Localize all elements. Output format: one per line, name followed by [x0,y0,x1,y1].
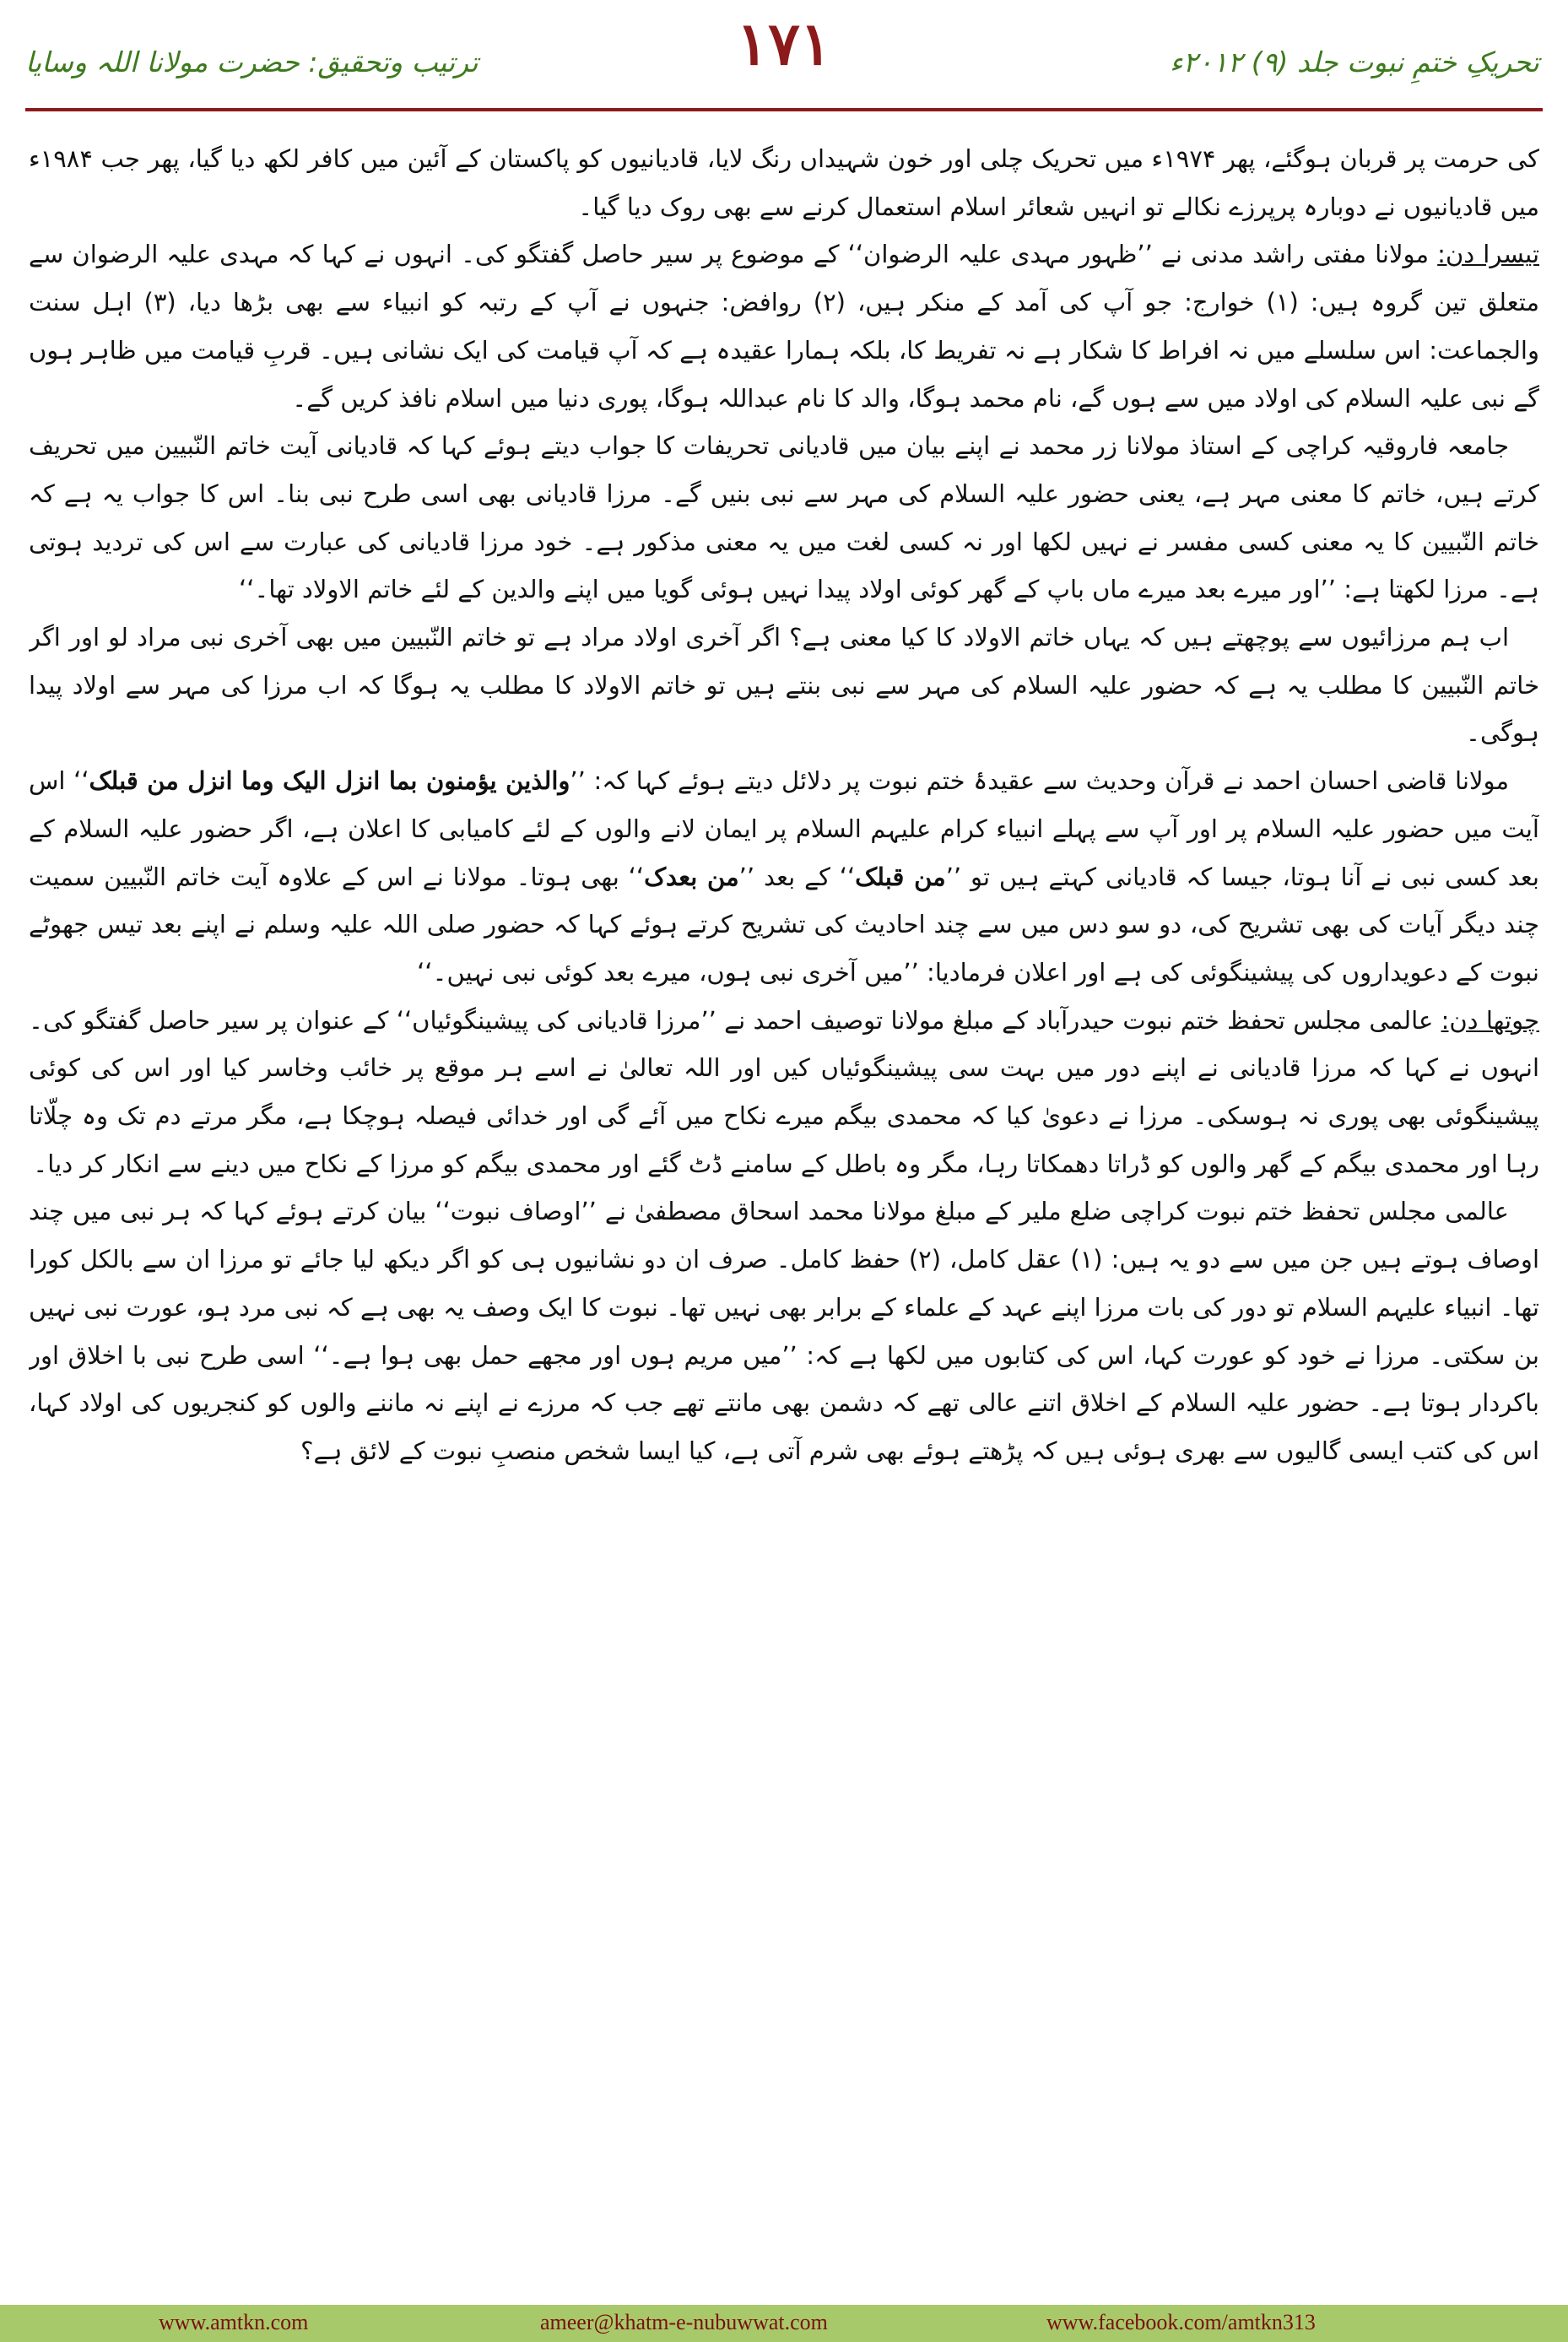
paragraph-6 [29,997,1539,1188]
paragraph-5 [29,757,1539,997]
paragraph-2-text: مولانا مفتی راشد مدنی نے ’’ظہور مہدی علیہ الرضوان‘‘ کے موضوع پر سیر حاصل گفتگو کی۔ انہوں نے کہا کہ مہدی علیہ الرضوان سے متعلق تین گروہ ہیں: (۱) خوارج: جو آپ کی آمد کے منکر ہیں، (۲) روافض: جنہوں نے آپ کے رتبہ کو انبیاء سے بھی بڑھا دیا، (۳) اہل سنت والجماعت: اس سلسلے میں نہ افراط کا شکار ہے نہ تفریط کا، بلکہ ہمارا عقیدہ ہے کہ آپ قیامت کی ایک نشانی ہیں۔ قربِ قیامت میں ظاہر ہوں گے نبی علیہ السلام کی اولاد میں سے ہوں گے، نام محمد ہوگا، والد کا نام عبداللہ ہوگا، پوری دنیا میں اسلام نافذ کریں گے۔ [29,240,1539,413]
day-three-label: تیسرا دن: [1437,240,1539,269]
paragraph-3: جامعہ فاروقیہ کراچی کے استاذ مولانا زر محمد نے اپنے بیان میں قادیانی تحریفات کا جواب دیتے ہوئے کہا کہ قادیانی آیت خاتم النّبیین میں تحریف کرتے ہیں، خاتم کا معنی مہر ہے، یعنی حضور علیہ السلام کی مہر سے نبی بنیں گے۔ مرزا قادیانی بھی اسی طرح نبی بنا۔ اس کا جواب یہ ہے کہ خاتم النّبیین کا یہ معنی کسی مفسر نے نہیں لکھا اور نہ کسی لغت میں یہ معنی مذکور ہے۔ خود مرزا قادیانی کی عبارت سے اس کی تردید ہوتی ہے۔ مرزا لکھتا ہے: ’’اور میرے بعد میرے ماں باپ کے گھر کوئی اولاد پیدا نہیں ہوئی گویا میں اپنے والدین کے لئے خاتم الاولاد تھا۔‘‘ [29,431,1539,604]
quran-quote-2: من قبلک [855,862,946,891]
paragraph-2 [29,230,1539,422]
paragraph-5-part-d: ‘‘ بھی ہوتا۔ مولانا نے اس کے علاوہ آیت خاتم النّبیین سمیت چند دیگر آیات کی بھی تشریح کی، دو سو دس میں سے چند احادیث کی تشریح کرتے ہوئے کہا کہ حضور صلی اللہ علیہ وسلم نے اپنے بعد تیس جھوٹے نبوت کے دعویداروں کی پیشینگوئی کی ہے اور اعلان فرمادیا: ’’میں آخری نبی ہوں، میرے بعد کوئی نبی نہیں۔‘‘ [29,862,1539,987]
paragraph-7: عالمی مجلس تحفظ ختم نبوت کراچی ضلع ملیر کے مبلغ مولانا محمد اسحاق مصطفیٰ نے ’’اوصاف نبوت‘‘ بیان کرتے ہوئے کہا کہ ہر نبی میں چند اوصاف ہوتے ہیں جن میں سے دو یہ ہیں: (۱) عقل کامل، (۲) حفظ کامل۔ صرف ان دو نشانیوں ہی کو اگر دیکھ لیا جائے تو مرزا ان سے بالکل کورا تھا۔ انبیاء علیہم السلام تو دور کی بات مرزا اپنے عہد کے علماء کے برابر بھی نہیں تھا۔ نبوت کا ایک وصف یہ بھی ہے کہ نبی مرد ہو، عورت نبی نہیں بن سکتی۔ مرزا نے خود کو عورت کہا، اس کی کتابوں میں لکھا ہے کہ: ’’میں مریم ہوں اور مجھے حمل بھی ہوا ہے۔‘‘ اسی طرح نبی با اخلاق اور باکردار ہوتا ہے۔ حضور علیہ السلام کے اخلاق اتنے عالی تھے کہ دشمن بھی مانتے تھے جب کہ مرزے نے اپنے نہ ماننے والوں کو کنجریوں کی اولاد کہا، اس کی کتب ایسی گالیوں سے بھری ہوئی ہیں کہ پڑھتے ہوئے بھی شرم آتی ہے، کیا ایسا شخص منصبِ نبوت کے لائق ہے؟ [29,1197,1539,1465]
paragraph-6-text: عالمی مجلس تحفظ ختم نبوت حیدرآباد کے مبلغ مولانا توصیف احمد نے ’’مرزا قادیانی کی پیشینگوئیاں‘‘ کے عنوان پر سیر حاصل گفتگو کی۔ انہوں نے کہا کہ مرزا قادیانی نے اپنے دور میں بہت سی پیشینگوئیاں کیں اور اللہ تعالیٰ نے اسے ہر موقع پر خائب وخاسر کیا اور اس کی کوئی پیشینگوئی بھی پوری نہ ہوسکی۔ مرزا نے دعویٰ کیا کہ محمدی بیگم میرے نکاح میں آئے گی اور خدائی فیصلہ ہوچکا ہے، مگر مرتے دم تک وہ چلّاتا رہا اور محمدی بیگم کے گھر والوں کو ڈراتا دھمکاتا رہا، مگر وہ باطل کے سامنے ڈٹ گئے اور محمدی بیگم کو مرزا کے نکاح میں دینے سے انکار کر دیا۔ [29,1005,1539,1178]
paragraph-5-part-b: ‘‘ اس آیت میں حضور علیہ السلام پر اور آپ سے پہلے انبیاء کرام علیہم السلام پر ایمان لانے والوں کے لئے کامیابی کا اعلان ہے، اگر حضور علیہ السلام کے بعد کسی نبی نے آنا ہوتا، جیسا کہ قادیانی کہتے ہیں تو ’’ [29,766,1539,891]
paragraph-1: کی حرمت پر قربان ہوگئے، پھر ۱۹۷۴ء میں تحریک چلی اور خون شہیداں رنگ لایا، قادیانیوں کو پاکستان کے آئین میں کافر لکھ دیا گیا، پھر جب ۱۹۸۴ء میں قادیانیوں نے دوبارہ پرپرزے نکالے تو انہیں شعائر اسلام استعمال کرنے سے بھی روک دیا گیا۔ [29,144,1539,221]
quran-quote-1: والذین یؤمنون بما انزل الیک وما انزل من قبلک [89,766,570,796]
facebook-link[interactable]: www.facebook.com/amtkn313 [1046,2310,1316,2334]
paragraph-5-part-a: مولانا قاضی احسان احمد نے قرآن وحدیث سے عقیدۂ ختم نبوت پر دلائل دیتے ہوئے کہا کہ: ’’ [570,766,1509,796]
email-link[interactable]: ameer@khatm-e-nubuwwat.com [540,2310,828,2334]
page-number: ۱۷۱ [736,8,832,78]
paragraph-4: اب ہم مرزائیوں سے پوچھتے ہیں کہ یہاں خاتم الاولاد کا کیا معنی ہے؟ اگر آخری اولاد مراد ہے تو خاتم النّبیین میں بھی آخری نبی مراد لو اور اگر خاتم النّبیین کا مطلب یہ ہے کہ حضور علیہ السلام کی مہر سے نبی بنتے ہیں تو خاتم الاولاد کا مطلب یہ ہوگا کہ اب مرزا کی مہر سے اولاد پیدا ہوگی۔ [29,623,1539,748]
paragraph-5-part-c: ‘‘ کے بعد ’’ [738,862,856,891]
day-four-label: چوتھا دن: [1441,1005,1539,1035]
header-divider [25,108,1543,111]
article-body [29,135,1539,2253]
website-link[interactable]: www.amtkn.com [159,2310,309,2334]
quran-quote-3: من بعدک [644,862,739,891]
page-footer [0,2305,1568,2342]
page-header [0,0,1568,114]
compiler-credit: ترتیب وتحقیق: حضرت مولانا اللہ وسایا [25,46,479,78]
book-title: تحریکِ ختمِ نبوت جلد (۹) ۲۰۱۲ء [1169,46,1539,78]
